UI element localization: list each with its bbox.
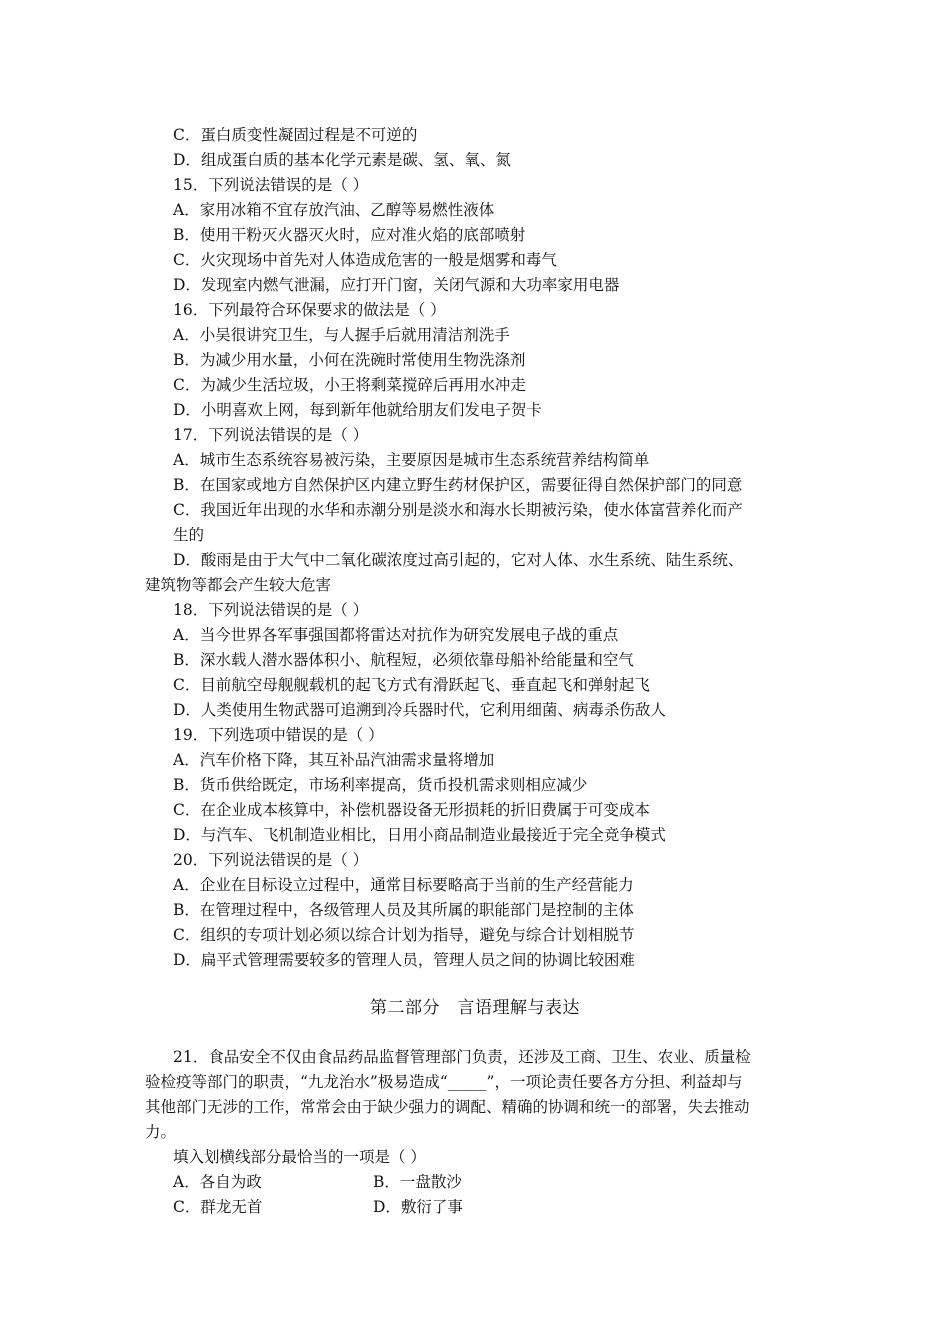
- option-line: B．在国家或地方自然保护区内建立野生药材保护区，需要征得自然保护部门的同意: [173, 476, 743, 494]
- option-line: C．组织的专项计划必须以综合计划为指导，避免与综合计划相脱节: [173, 926, 635, 944]
- option-line: D．发现室内燃气泄漏，应打开门窗，关闭气源和大功率家用电器: [173, 276, 620, 294]
- passage-line: 其他部门无涉的工作，常常会由于缺少强力的调配、精确的协调和统一的部署，失去推动: [145, 1098, 750, 1116]
- question-stem: 15．下列说法错误的是（ ）: [173, 176, 369, 194]
- option-line: D．与汽车、飞机制造业相比，日用小商品制造业最接近于完全竞争模式: [173, 826, 666, 844]
- option-line: D．小明喜欢上网，每到新年他就给朋友们发电子贺卡: [173, 401, 542, 419]
- option-line-continued: 生的: [173, 526, 205, 544]
- option-line: C．为减少生活垃圾，小王将剩菜搅碎后再用水冲走: [173, 376, 526, 394]
- option-line-continued: 建筑物等都会产生较大危害: [145, 576, 332, 594]
- passage-line: 力。: [145, 1123, 177, 1141]
- option-line: B．货币供给既定，市场利率提高，货币投机需求则相应减少: [173, 776, 588, 794]
- option-line: B．使用干粉灭火器灭火时，应对准火焰的底部喷射: [173, 226, 526, 244]
- option-c: C．群龙无首: [173, 1198, 263, 1216]
- q14-option-c: C．蛋白质变性凝固过程是不可逆的: [173, 126, 418, 144]
- option-line: D．扁平式管理需要较多的管理人员，管理人员之间的协调比较困难: [173, 951, 635, 969]
- section-heading: 第二部分 言语理解与表达: [370, 998, 580, 1018]
- option-line: D．人类使用生物武器可追溯到冷兵器时代，它利用细菌、病毒杀伤敌人: [173, 701, 666, 719]
- question-stem: 17．下列说法错误的是（ ）: [173, 426, 369, 444]
- option-line: B．在管理过程中，各级管理人员及其所属的职能部门是控制的主体: [173, 901, 634, 919]
- option-line: A．当今世界各军事强国都将雷达对抗作为研究发展电子战的重点: [173, 626, 619, 644]
- question-stem: 16．下列最符合环保要求的做法是（ ）: [173, 301, 446, 319]
- option-line: B．为减少用水量，小何在洗碗时常使用生物洗涤剂: [173, 351, 526, 369]
- option-line: A．家用冰箱不宜存放汽油、乙醇等易燃性液体: [173, 201, 495, 219]
- option-line: A．汽车价格下降，其互补品汽油需求量将增加: [173, 751, 495, 769]
- option-d: D．敷衍了事: [373, 1198, 463, 1216]
- option-line: C．在企业成本核算中，补偿机器设备无形损耗的折旧费属于可变成本: [173, 801, 650, 819]
- passage-line: 验检疫等部门的职责，“九龙治水”极易造成“_____”，一项论责任要各方分担、利益却与: [145, 1073, 743, 1091]
- question-stem: 20．下列说法错误的是（ ）: [173, 851, 369, 869]
- option-b: B．一盘散沙: [373, 1173, 462, 1191]
- question-stem: 18．下列说法错误的是（ ）: [173, 601, 369, 619]
- option-line: C．目前航空母舰舰载机的起飞方式有滑跃起飞、垂直起飞和弹射起飞: [173, 676, 650, 694]
- option-line: C．火灾现场中首先对人体造成危害的一般是烟雾和毒气: [173, 251, 557, 269]
- question-stem: 19．下列选项中错误的是（ ）: [173, 726, 384, 744]
- option-a: A．各自为政: [173, 1173, 262, 1191]
- q14-option-d: D．组成蛋白质的基本化学元素是碳、氢、氧、氮: [173, 151, 511, 169]
- question-prompt: 填入划横线部分最恰当的一项是（ ）: [173, 1148, 426, 1166]
- option-line: A．城市生态系统容易被污染，主要原因是城市生态系统营养结构简单: [173, 451, 650, 469]
- option-line: D．酸雨是由于大气中二氧化碳浓度过高引起的，它对人体、水生系统、陆生系统、: [173, 551, 744, 569]
- passage-line: 21．食品安全不仅由食品药品监督管理部门负责，还涉及工商、卫生、农业、质量检: [173, 1048, 751, 1066]
- option-line: B．深水载人潜水器体积小、航程短，必须依靠母船补给能量和空气: [173, 651, 634, 669]
- option-line: A．小吴很讲究卫生，与人握手后就用清洁剂洗手: [173, 326, 510, 344]
- option-line: A．企业在目标设立过程中，通常目标要略高于当前的生产经营能力: [173, 876, 634, 894]
- option-line: C．我国近年出现的水华和赤潮分别是淡水和海水长期被污染，使水体富营养化而产: [173, 501, 743, 519]
